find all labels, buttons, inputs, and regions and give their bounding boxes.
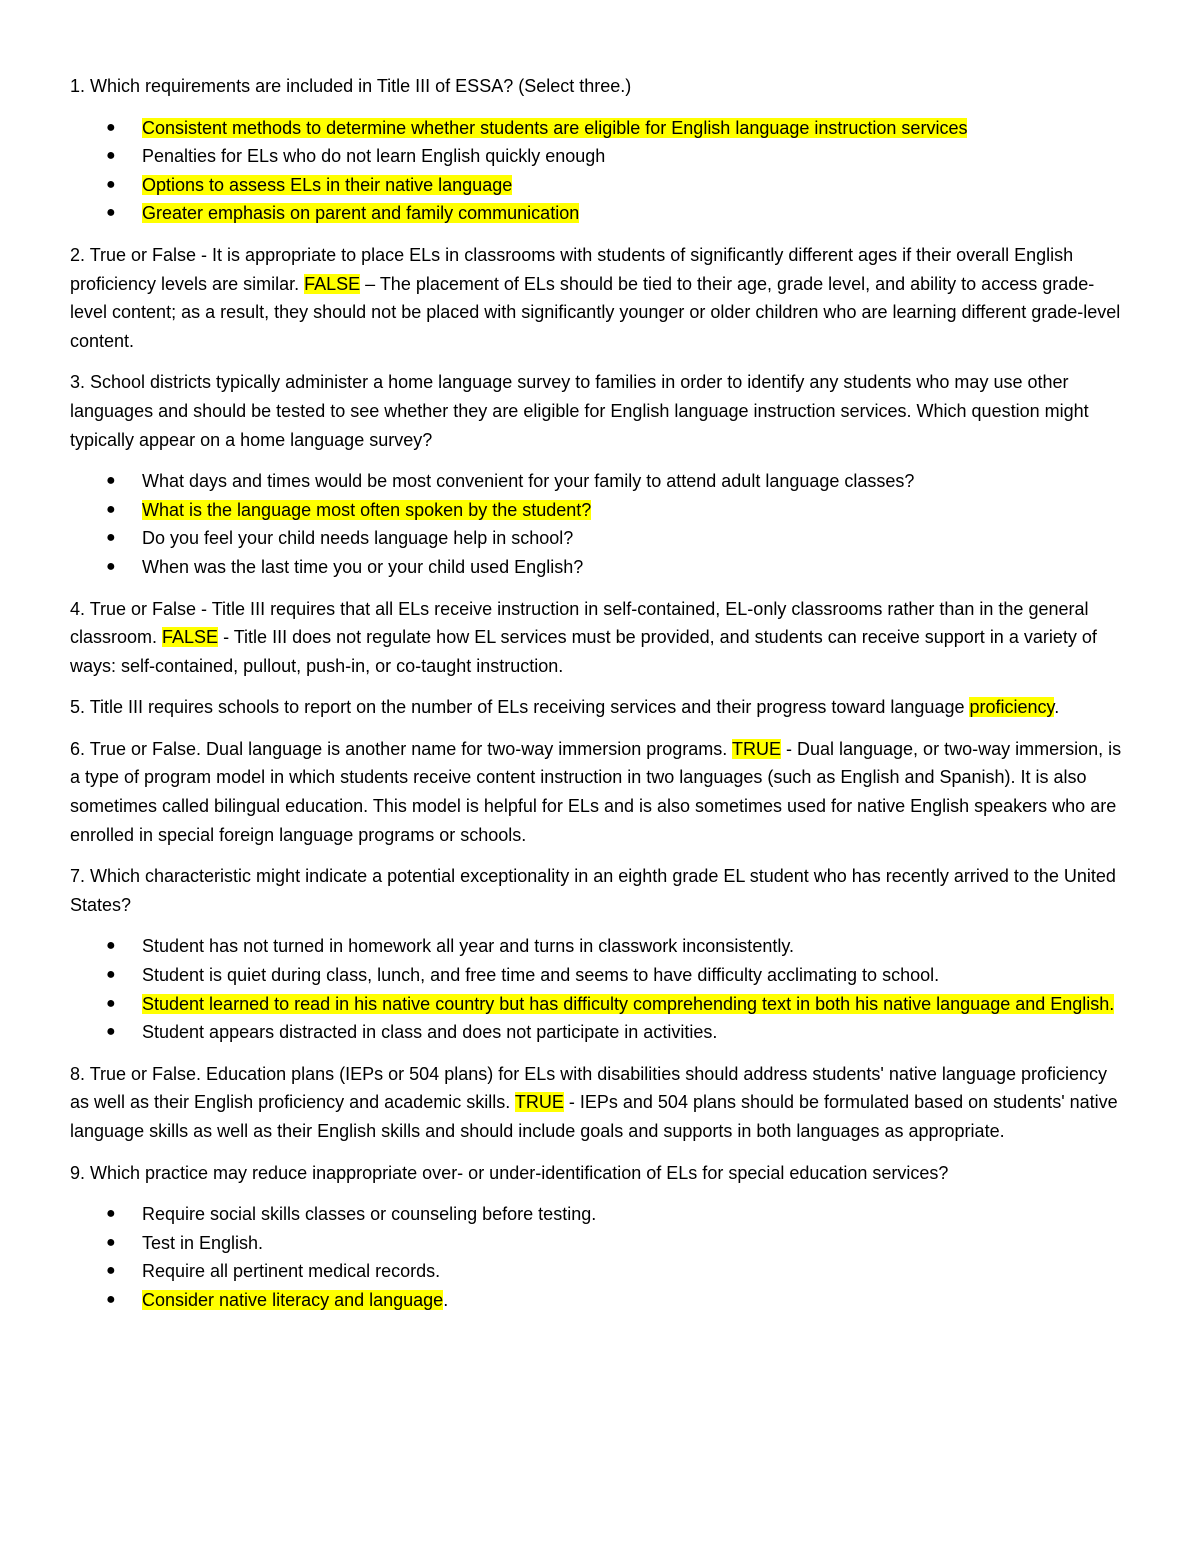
option-text: Student has not turned in homework all year and turns in classwork inconsistently. xyxy=(142,936,794,957)
question-text: - Title III does not regulate how EL services must be provided, and students can receive support in a variety of ways: self-contained, pullout, push-in, or co-taught instruction. xyxy=(70,627,1097,676)
bullet-icon: ● xyxy=(106,1205,116,1223)
answer-option-correct xyxy=(70,199,1130,228)
question-text: . xyxy=(1054,697,1060,718)
question-2 xyxy=(70,241,1130,355)
answer-option xyxy=(70,1018,1130,1047)
bullet-icon: ● xyxy=(106,557,116,575)
question-text: 3. School districts typically administer a home language survey to families in order to identify any students who may use other languages and should be tested to see whether they are eligible for English language instruction services. Which question might typically appear on a home language survey? xyxy=(70,372,1089,450)
bullet-icon: ● xyxy=(106,472,116,490)
option-suffix: . xyxy=(443,1289,449,1310)
answer-option xyxy=(70,467,1130,496)
option-text: When was the last time you or your child used English? xyxy=(142,556,584,577)
option-text: Penalties for ELs who do not learn English quickly enough xyxy=(142,146,606,167)
answer-option xyxy=(70,1200,1130,1229)
highlighted-answer: TRUE xyxy=(731,738,781,759)
bullet-icon: ● xyxy=(106,1290,116,1308)
bullet-icon: ● xyxy=(106,1262,116,1280)
answer-option xyxy=(70,961,1130,990)
question-text: - IEPs and 504 plans should be formulated based on students' native language skills as well as their English skills and should include goals and supports in both languages as appropriate. xyxy=(70,1092,1118,1141)
bullet-icon: ● xyxy=(106,966,116,984)
question-4 xyxy=(70,595,1130,681)
option-text: Test in English. xyxy=(142,1232,264,1253)
bullet-icon: ● xyxy=(106,500,116,518)
question-text: 4. True or False - Title III requires that all ELs receive instruction in self-contained, EL-only classrooms rather than in the general classroom. xyxy=(70,598,1089,648)
option-text: What is the language most often spoken by the student? xyxy=(142,499,592,520)
question-text: – The placement of ELs should be tied to their age, grade level, and ability to access grade-level content; as a result, they should not be placed with significantly younger or older children who are learning different grade-level content. xyxy=(70,273,1121,351)
bullet-icon: ● xyxy=(106,1233,116,1251)
option-text: Consistent methods to determine whether students are eligible for English language instruction services xyxy=(142,117,968,138)
question-3 xyxy=(70,368,1130,454)
bullet-icon: ● xyxy=(106,204,116,222)
question-text: 1. Which requirements are included in Title III of ESSA? (Select three.) xyxy=(70,76,632,96)
option-text: Options to assess ELs in their native language xyxy=(142,174,513,195)
bullet-icon: ● xyxy=(106,118,116,136)
question-text: 9. Which practice may reduce inappropriate over- or under-identification of ELs for special education services? xyxy=(70,1162,949,1183)
option-text: Student is quiet during class, lunch, and free time and seems to have difficulty acclimating to school. xyxy=(142,965,940,986)
option-text: Greater emphasis on parent and family communication xyxy=(142,203,580,224)
option-text: Require all pertinent medical records. xyxy=(142,1261,441,1282)
answer-option xyxy=(70,1257,1130,1286)
answer-option xyxy=(70,932,1130,961)
bullet-icon: ● xyxy=(106,937,116,955)
bullet-icon: ● xyxy=(106,175,116,193)
bullet-icon: ● xyxy=(106,529,116,547)
bullet-icon: ● xyxy=(106,994,116,1012)
highlighted-answer: FALSE xyxy=(162,627,219,648)
answer-options xyxy=(70,114,1130,228)
question-text: 2. True or False - It is appropriate to place ELs in classrooms with students of significantly different ages if their overall English proficiency levels are similar. xyxy=(70,244,1074,294)
option-text: Do you feel your child needs language help in school? xyxy=(142,528,574,549)
option-text: Student appears distracted in class and does not participate in activities. xyxy=(142,1022,718,1043)
answer-option-correct xyxy=(70,114,1130,143)
question-5 xyxy=(70,693,1130,722)
question-1 xyxy=(70,72,1130,101)
question-text: 7. Which characteristic might indicate a potential exceptionality in an eighth grade EL student who has recently arrived to the United States? xyxy=(70,866,1116,915)
answer-option xyxy=(70,1229,1130,1258)
answer-options xyxy=(70,467,1130,581)
answer-option xyxy=(70,553,1130,582)
bullet-icon: ● xyxy=(106,147,116,165)
question-text: 5. Title III requires schools to report on the number of ELs receiving services and their progress toward language xyxy=(70,697,970,718)
answer-option-correct xyxy=(70,990,1130,1019)
question-9 xyxy=(70,1159,1130,1188)
answer-option-correct xyxy=(70,496,1130,525)
answer-option-correct xyxy=(70,171,1130,200)
answer-option xyxy=(70,142,1130,171)
answer-options xyxy=(70,1200,1130,1314)
question-text: 8. True or False. Education plans (IEPs or 504 plans) for ELs with disabilities should address students' native language proficiency as well as their English proficiency and academic skills. xyxy=(70,1063,1108,1113)
option-text: Student learned to read in his native country but has difficulty comprehending text in both his native language and English. xyxy=(142,993,1115,1014)
highlighted-answer: TRUE xyxy=(514,1092,564,1113)
bullet-icon: ● xyxy=(106,1023,116,1041)
option-text: Consider native literacy and language xyxy=(142,1289,444,1310)
answer-options xyxy=(70,932,1130,1046)
question-7 xyxy=(70,862,1130,919)
question-8 xyxy=(70,1060,1130,1146)
highlighted-answer: proficiency xyxy=(969,697,1055,718)
question-text: 6. True or False. Dual language is another name for two-way immersion programs. xyxy=(70,738,732,759)
answer-option xyxy=(70,524,1130,553)
document-body xyxy=(70,72,1130,1328)
option-text: What days and times would be most convenient for your family to attend adult language classes? xyxy=(142,471,915,492)
question-6 xyxy=(70,735,1130,849)
question-text: - Dual language, or two-way immersion, is a type of program model in which students receive content instruction in two languages (such as English and Spanish). It is also sometimes called bilingual education. This model is helpful for ELs and is also sometimes used for native English speakers who are enrolled in special foreign language programs or schools. xyxy=(70,738,1122,845)
option-text: Require social skills classes or counseling before testing. xyxy=(142,1204,597,1225)
highlighted-answer: FALSE xyxy=(304,273,361,294)
answer-option-correct xyxy=(70,1286,1130,1315)
